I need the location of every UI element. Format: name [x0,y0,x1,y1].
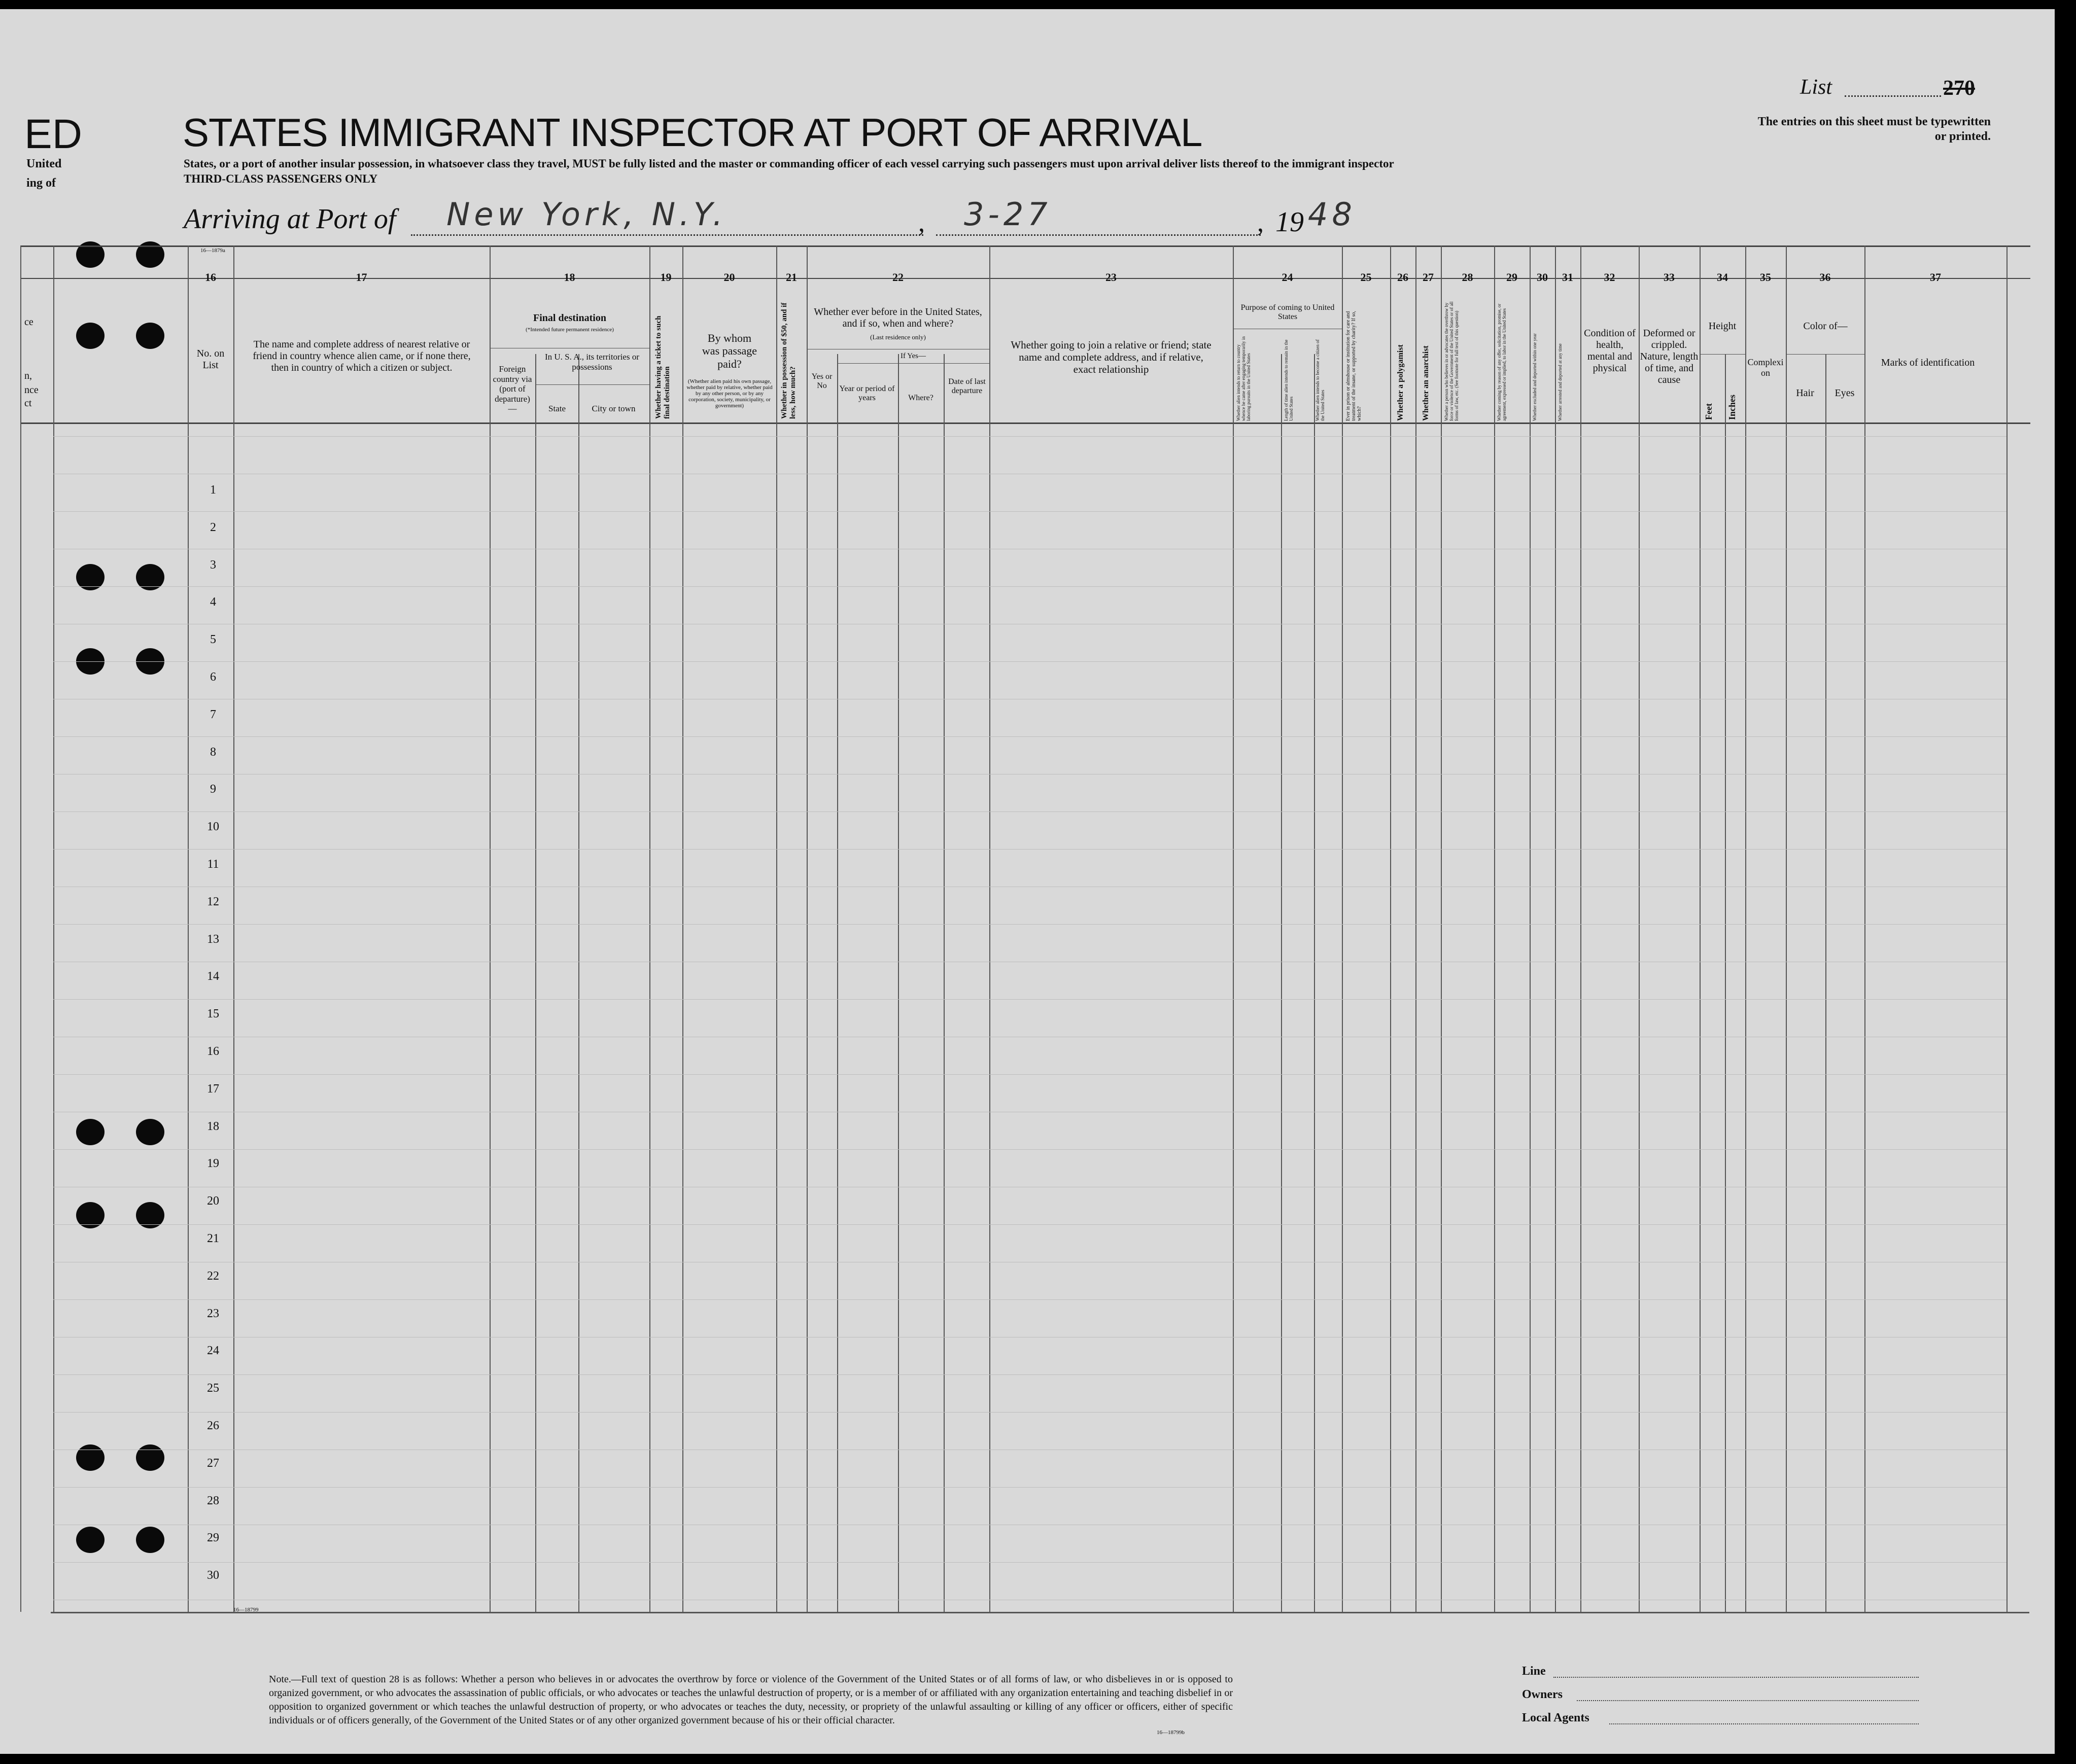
column-rule [1415,245,1416,1612]
row-number: 24 [207,1344,219,1358]
page-title: STATES IMMIGRANT INSPECTOR AT PORT OF ARRIVAL [183,110,1202,155]
col22-yesno: Yes or No [811,372,833,391]
stub-text-a: ce [24,316,33,328]
column-rule [898,354,899,1612]
col24-number: 24 [1282,271,1293,284]
punch-hole [76,1444,105,1471]
col23-number: 23 [1105,271,1117,284]
line-dotted [1553,1677,1919,1678]
col34-number: 34 [1717,271,1728,284]
col22-note: (Last residence only) [870,333,926,341]
row-rule [53,436,2006,437]
row-rule [53,1149,2006,1150]
column-rule [1530,245,1531,1612]
row-number: 4 [210,595,216,609]
column-rule [2006,245,2008,1612]
col32-number: 32 [1604,271,1615,284]
col28-header: Whether a person who believes in or advocates the overthrow by force or violence of the Government of the United States or of all forms of law, etc. (See footnote for full text of this question) [1444,301,1459,421]
row-number: 22 [207,1269,219,1283]
column-rule [1639,245,1640,1612]
owners-label: Owners [1522,1688,1563,1701]
punch-hole [76,1119,105,1145]
column-rule [1700,245,1701,1612]
row-number: 28 [207,1494,219,1507]
column-rule [1555,245,1556,1612]
col34-inches: Inches [1727,394,1737,420]
row-number: 7 [210,708,216,721]
col26-header: Whether a polygamist [1396,344,1405,421]
column-rule [944,354,945,1612]
col22-date: Date of last departure [948,377,986,396]
header-bottom-rule [20,422,2030,424]
list-label: List [1800,76,1832,99]
row-rule [53,1487,2006,1488]
row-number: 25 [207,1382,219,1395]
col28-number: 28 [1462,271,1473,284]
col29-header: Whether coming by reason of any offer, solicitation, promise, or agreement, expressed or implied, to labor in the United States [1497,303,1507,421]
row-number: 16 [207,1045,219,1058]
col35-header: Complexion [1747,357,1784,378]
col18-number: 18 [564,271,575,284]
col23-header: Whether going to join a relative or friend; state name and complete address, and if relative, exact relationship [1011,339,1212,376]
row-number: 19 [207,1157,219,1171]
agents-dotted [1609,1723,1919,1724]
col19-header: Whether having a ticket to such final destination [654,315,671,419]
comma-1: , [918,208,925,237]
column-rule [989,245,990,1612]
date-dotted-line [936,234,1261,236]
row-rule [53,924,2006,925]
year-handwritten: 48 [1308,196,1356,233]
row-number: 9 [210,783,216,796]
col27-number: 27 [1423,271,1434,284]
col20-header: By whom was passage paid? [702,332,757,370]
row-rule [53,736,2006,737]
col18-header: Final destination [533,312,606,324]
column-rule [1342,245,1343,1612]
row-rule [53,1074,2006,1075]
row-number: 14 [207,970,219,983]
row-number: 8 [210,745,216,759]
year-printed: 19 [1275,206,1304,238]
list-dotted-line [1845,95,1941,97]
punch-hole [76,323,105,349]
column-rule [1494,245,1495,1612]
column-rule [1281,354,1282,1612]
column-rule [837,354,838,1612]
punch-hole [76,1527,105,1553]
col24-b: Length of time alien intends to remain in the United States [1284,339,1294,421]
manifest-sheet [0,9,2055,1754]
left-fragment-2: ing of [26,177,56,190]
line-label: Line [1522,1665,1546,1678]
col30-number: 30 [1537,271,1548,284]
date-handwritten: 3-27 [964,196,1052,233]
agents-label: Local Agents [1522,1711,1589,1724]
row-number: 27 [207,1456,219,1470]
stub-text-c: nce [24,384,39,396]
col31-number: 31 [1562,271,1573,284]
column-rule [188,245,189,1612]
col16-number: 16 [205,271,216,284]
row-number: 3 [210,558,216,572]
form-code: 16—1879a [200,248,225,254]
col21-number: 21 [786,271,797,284]
col22-ifyes: If Yes— [900,352,926,360]
column-rule [1745,245,1746,1612]
column-rule [1441,245,1442,1612]
col20-note: (Whether alien paid his own passage, whether paid by relative, whether paid by any other person, or by any corporation, society, municipality, or government) [686,378,773,409]
column-rule [53,245,54,1612]
punch-hole [136,1119,164,1145]
row-number: 30 [207,1569,219,1582]
entries-note: The entries on this sheet must be typewritten or printed. [1757,115,1991,143]
col22-ifyes-rule [837,363,989,364]
port-dotted-line [411,234,923,236]
row-rule [53,511,2006,512]
column-rule [233,245,234,1612]
row-number: 11 [207,858,219,871]
col18-note: (*Intended future permanent residence) [526,327,614,333]
punch-hole [136,323,164,349]
col37-header: Marks of identification [1881,357,1975,368]
row-rule [53,1374,2006,1375]
row-number: 15 [207,1007,219,1021]
port-handwritten: New York, N.Y. [446,196,727,233]
col27-header: Whether an anarchist [1422,345,1430,421]
row-number: 10 [207,820,219,834]
col35-number: 35 [1760,271,1771,284]
col29-number: 29 [1506,271,1517,284]
row-rule [53,999,2006,1000]
col32-header: Condition of health, mental and physical [1584,328,1636,374]
col26-number: 26 [1397,271,1408,284]
row-rule [53,849,2006,850]
col24-a: Whether alien intends to return to country whence he came after engaging temporarily in laboring pursuits in the United States [1236,336,1251,421]
col18-usa-subrule [535,384,649,385]
owners-dotted [1577,1700,1919,1701]
column-rule [807,245,808,1612]
row-number: 1 [210,483,216,497]
column-rule [1825,354,1826,1612]
column-rule [1390,245,1391,1612]
column-rule [1580,245,1581,1612]
row-rule [53,1299,2006,1300]
col31-header: Whether arrested and deported at any time [1558,343,1563,421]
column-rule [1864,245,1865,1612]
row-number: 29 [207,1531,219,1545]
col37-number: 37 [1930,271,1941,284]
col36-header: Color of— [1803,321,1848,332]
col36-number: 36 [1819,271,1831,284]
col17-number: 17 [356,271,367,284]
punch-hole [136,1444,164,1471]
instructions-text: States, or a port of another insular possession, in whatsoever class they travel, MUST be fully listed and the master or commanding officer of each vessel carrying such passengers must upon arrival deliver lists thereof to the immigrant inspector [184,157,1394,170]
col22-number: 22 [892,271,904,284]
row-number: 26 [207,1419,219,1432]
col34-subrule [1700,354,1745,355]
col30-header: Whether excluded and deported within one year [1532,333,1537,421]
column-rule [1233,245,1234,1612]
col21-header: Whether in possession of $50, and if less, how much? [780,302,797,419]
row-rule [53,1562,2006,1563]
row-number: 21 [207,1232,219,1245]
stub-text-b: n, [24,370,32,381]
row-rule [53,586,2006,587]
col25-header: Ever in prison or almshouse or institution for care and treatment of the insane, or supported by charity? If so, which? [1345,311,1362,421]
row-rule [53,1224,2006,1225]
column-rule [20,245,21,1612]
col36-eyes: Eyes [1835,387,1855,399]
column-rule [1786,245,1787,1612]
col34-feet: Feet [1704,403,1714,420]
column-rule [776,245,777,1612]
column-rule [649,245,650,1612]
col22-years: Year or period of years [839,384,895,403]
col20-number: 20 [723,271,735,284]
row-number: 17 [207,1082,219,1096]
col18-city: City or town [592,404,636,413]
row-number: 13 [207,932,219,946]
col16-header: No. on List [196,348,225,371]
row-number: 20 [207,1194,219,1208]
arriving-label: Arriving at Port of [184,203,396,235]
row-rule [53,661,2006,662]
comma-2: , [1257,208,1264,237]
col18-state: State [548,404,566,413]
list-number: 270 [1943,77,1975,100]
column-rule [1314,354,1315,1612]
col19-number: 19 [660,271,672,284]
left-fragment-1: United [26,157,62,170]
footnote: Note.—Full text of question 28 is as follows: Whether a person who believes in or advocates the overthrow by force or violence of the Government of the United States or of all forms of law, or who disbelieves in or is opposed to organized government, or who advocates the assassination of public officials, or who advocates or teaches the unlawful destruction of property, or is a member of or affiliated with any organization entertaining and teaching disbelief in or opposition to organized government or which teaches the unlawful destruction of property, or who advocates or teaches the duty, necessity, or propriety of the unlawful assaulting or killing of any officer or officers, either of specific individuals or of officers generally, of the Government of the United States or of any other organized government because of his or their official character. [269,1674,1233,1726]
column-rule [682,245,683,1612]
row-number: 5 [210,633,216,647]
punch-hole [136,1527,164,1553]
row-number: 6 [210,671,216,684]
table-bottom-rule [51,1612,2029,1613]
col22-where: Where? [908,394,933,402]
stub-text-d: ct [24,398,32,409]
col33-number: 33 [1664,271,1675,284]
col24-header: Purpose of coming to United States [1240,303,1335,322]
class-line: THIRD-CLASS PASSENGERS ONLY [184,172,378,185]
table-top-rule [20,245,2030,247]
col25-number: 25 [1360,271,1372,284]
col36-hair: Hair [1796,387,1814,399]
col33-header: Deformed or crippled. Nature, length of time, and cause [1640,328,1699,385]
row-number: 2 [210,520,216,534]
col18-usa: In U. S. A., its territories or possessions [544,352,640,372]
col36-subrule [1786,354,1864,355]
bottom-code: 16—18799 [233,1607,259,1613]
column-rule [578,354,579,1612]
row-number: 18 [207,1119,219,1133]
row-number: 12 [207,895,219,908]
col24-c: Whether alien intends to become a citizen of the United States [1315,339,1325,421]
column-rule [535,354,536,1612]
footnote-code: 16—18799b [1157,1730,1185,1736]
title-left-fragment: ED [24,111,82,157]
col18-foreign: Foreign country via (port of departure)— [493,364,532,414]
column-rule [490,245,491,1612]
col34-header: Height [1708,321,1737,332]
column-rule [1725,354,1726,1612]
col22-header: Whether ever before in the United States, and if so, when and where? [814,306,982,329]
row-rule [53,1412,2006,1413]
row-number: 23 [207,1307,219,1320]
col17-header: The name and complete address of nearest relative or friend in country whence alien came, or if none there, then in country of which a citizen or subject. [253,339,471,373]
